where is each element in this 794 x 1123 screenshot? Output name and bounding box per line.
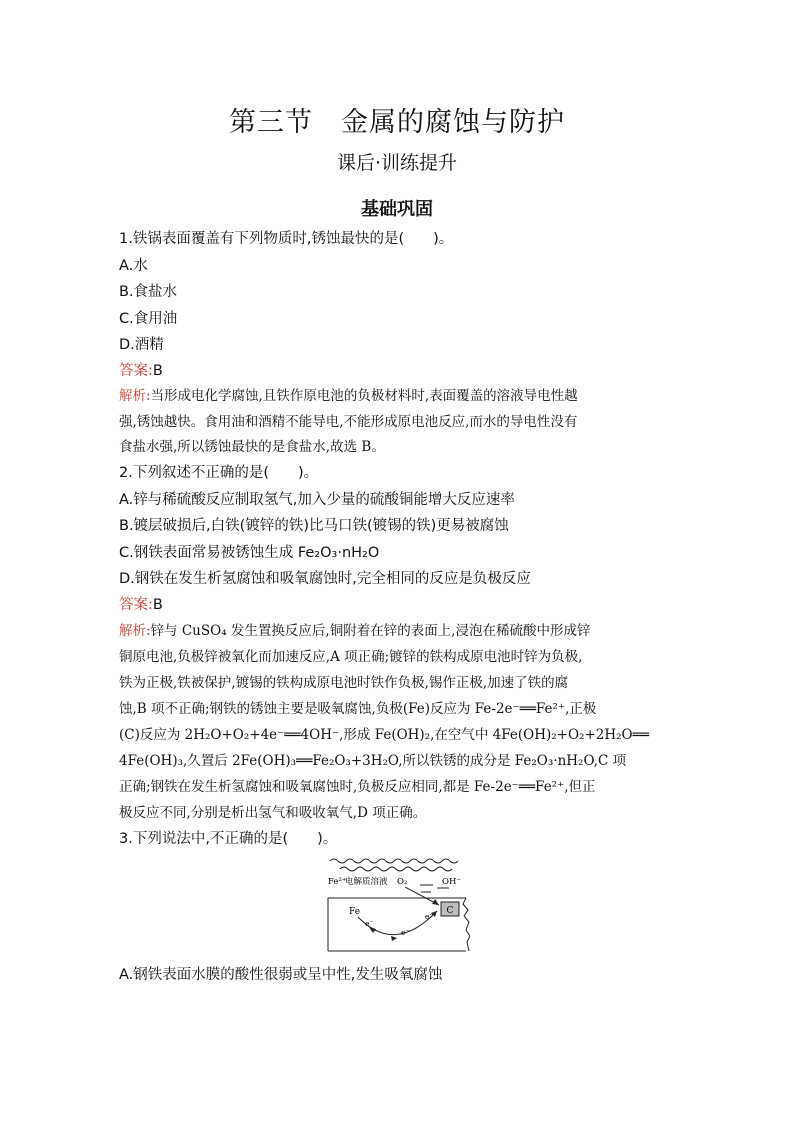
answer-label: 答案: — [119, 363, 153, 379]
q1-option-d: D.酒精 — [119, 337, 164, 353]
answer-value: B — [152, 363, 163, 379]
section-heading: 基础巩固 — [361, 199, 433, 220]
electron-label: e⁻ — [425, 912, 434, 921]
electron-label: e⁻ — [365, 919, 374, 928]
q2-explanation-line: 极反应不同,分别是析出氢气和吸收氧气,D 项正确。 — [119, 805, 427, 821]
q1-option-c: C.食用油 — [119, 311, 178, 327]
q2-explanation-line — [119, 621, 590, 641]
q2-option-c: C.钢铁表面常易被锈蚀生成 Fe₂O₃·nH₂O — [119, 545, 380, 561]
q1-option-a: A.水 — [119, 258, 148, 274]
q1-option-b: B.食盐水 — [119, 284, 178, 300]
answer-label: 答案: — [119, 597, 153, 613]
q2-explanation-line: 铜原电池,负极锌被氧化而加速反应,A 项正确;镀锌的铁构成原电池时锌为负极, — [119, 649, 583, 665]
q1-answer — [119, 361, 163, 381]
q2-explanation-line: 蚀,B 项不正确;钢铁的锈蚀主要是吸氧腐蚀,负极(Fe)反应为 Fe-2e⁻══Fe²⁺,正极 — [119, 701, 597, 717]
electron-label: e⁻ — [401, 928, 410, 937]
page-title: 第三节 金属的腐蚀与防护 — [229, 107, 565, 138]
electron-arrow — [391, 936, 397, 941]
q2-stem: 2.下列叙述不正确的是( )。 — [119, 465, 319, 481]
electrolyte-label: 电解质溶液 — [345, 877, 388, 887]
q1-stem: 1.铁锅表面覆盖有下列物质时,锈蚀最快的是( )。 — [119, 231, 454, 247]
answer-value: B — [152, 597, 163, 613]
explanation-label: 解析: — [119, 388, 151, 404]
q2-option-a: A.锌与稀硫酸反应制取氢气,加入少量的硫酸铜能增大反应速率 — [119, 492, 515, 508]
oh-label: OH⁻ — [442, 877, 461, 887]
carbon-label: C — [446, 906, 454, 916]
explanation-text: 当形成电化学腐蚀,且铁作原电池的负极材料时,表面覆盖的溶液导电性越 — [150, 388, 578, 404]
page-subtitle: 课后·训练提升 — [336, 152, 458, 174]
fe-ion-label: Fe²⁺ — [328, 877, 347, 887]
corrosion-diagram — [325, 855, 470, 955]
q1-explanation-line — [119, 386, 578, 406]
q2-explanation-line: 正确;钢铁在发生析氢腐蚀和吸氧腐蚀时,负极反应相同,都是 Fe-2e⁻══Fe²⁺,但正 — [119, 779, 596, 795]
fe-label: Fe — [349, 907, 361, 917]
q3-option-a: A.钢铁表面水膜的酸性很弱或呈中性,发生吸氧腐蚀 — [119, 967, 443, 983]
water-surface-wave — [330, 859, 458, 863]
explanation-label: 解析: — [119, 623, 151, 639]
q2-answer — [119, 595, 163, 615]
q2-option-b: B.镀层破损后,白铁(镀锌的铁)比马口铁(镀锡的铁)更易被腐蚀 — [119, 518, 509, 534]
q1-explanation-line: 强,锈蚀越快。食用油和酒精不能导电,不能形成原电池反应,而水的导电性没有 — [119, 414, 578, 430]
q2-explanation-line: 4Fe(OH)₃,久置后 2Fe(OH)₃══Fe₂O₃+3H₂O,所以铁锈的成分是 Fe₂O₃·nH₂O,C 项 — [119, 753, 627, 769]
q2-explanation-line: 铁为正极,铁被保护,镀锡的铁构成原电池时铁作负极,锡作正极,加速了铁的腐 — [119, 675, 569, 691]
o2-label: O₂ — [397, 877, 408, 887]
explanation-text: 锌与 CuSO₄ 发生置换反应后,铜附着在锌的表面上,浸泡在稀硫酸中形成锌 — [150, 623, 591, 639]
q1-explanation-line: 食盐水强,所以锈蚀最快的是食盐水,故选 B。 — [119, 439, 385, 455]
water-surface-wave — [340, 867, 452, 871]
q2-explanation-line: (C)反应为 2H₂O+O₂+4e⁻══4OH⁻,形成 Fe(OH)₂,在空气中 4Fe(OH)₂+O₂+2H₂O══ — [119, 727, 649, 743]
metal-break-edge — [463, 898, 470, 951]
q2-option-d: D.钢铁在发生析氢腐蚀和吸氧腐蚀时,完全相同的反应是负极反应 — [119, 571, 531, 587]
q3-stem: 3.下列说法中,不正确的是( )。 — [119, 831, 338, 847]
